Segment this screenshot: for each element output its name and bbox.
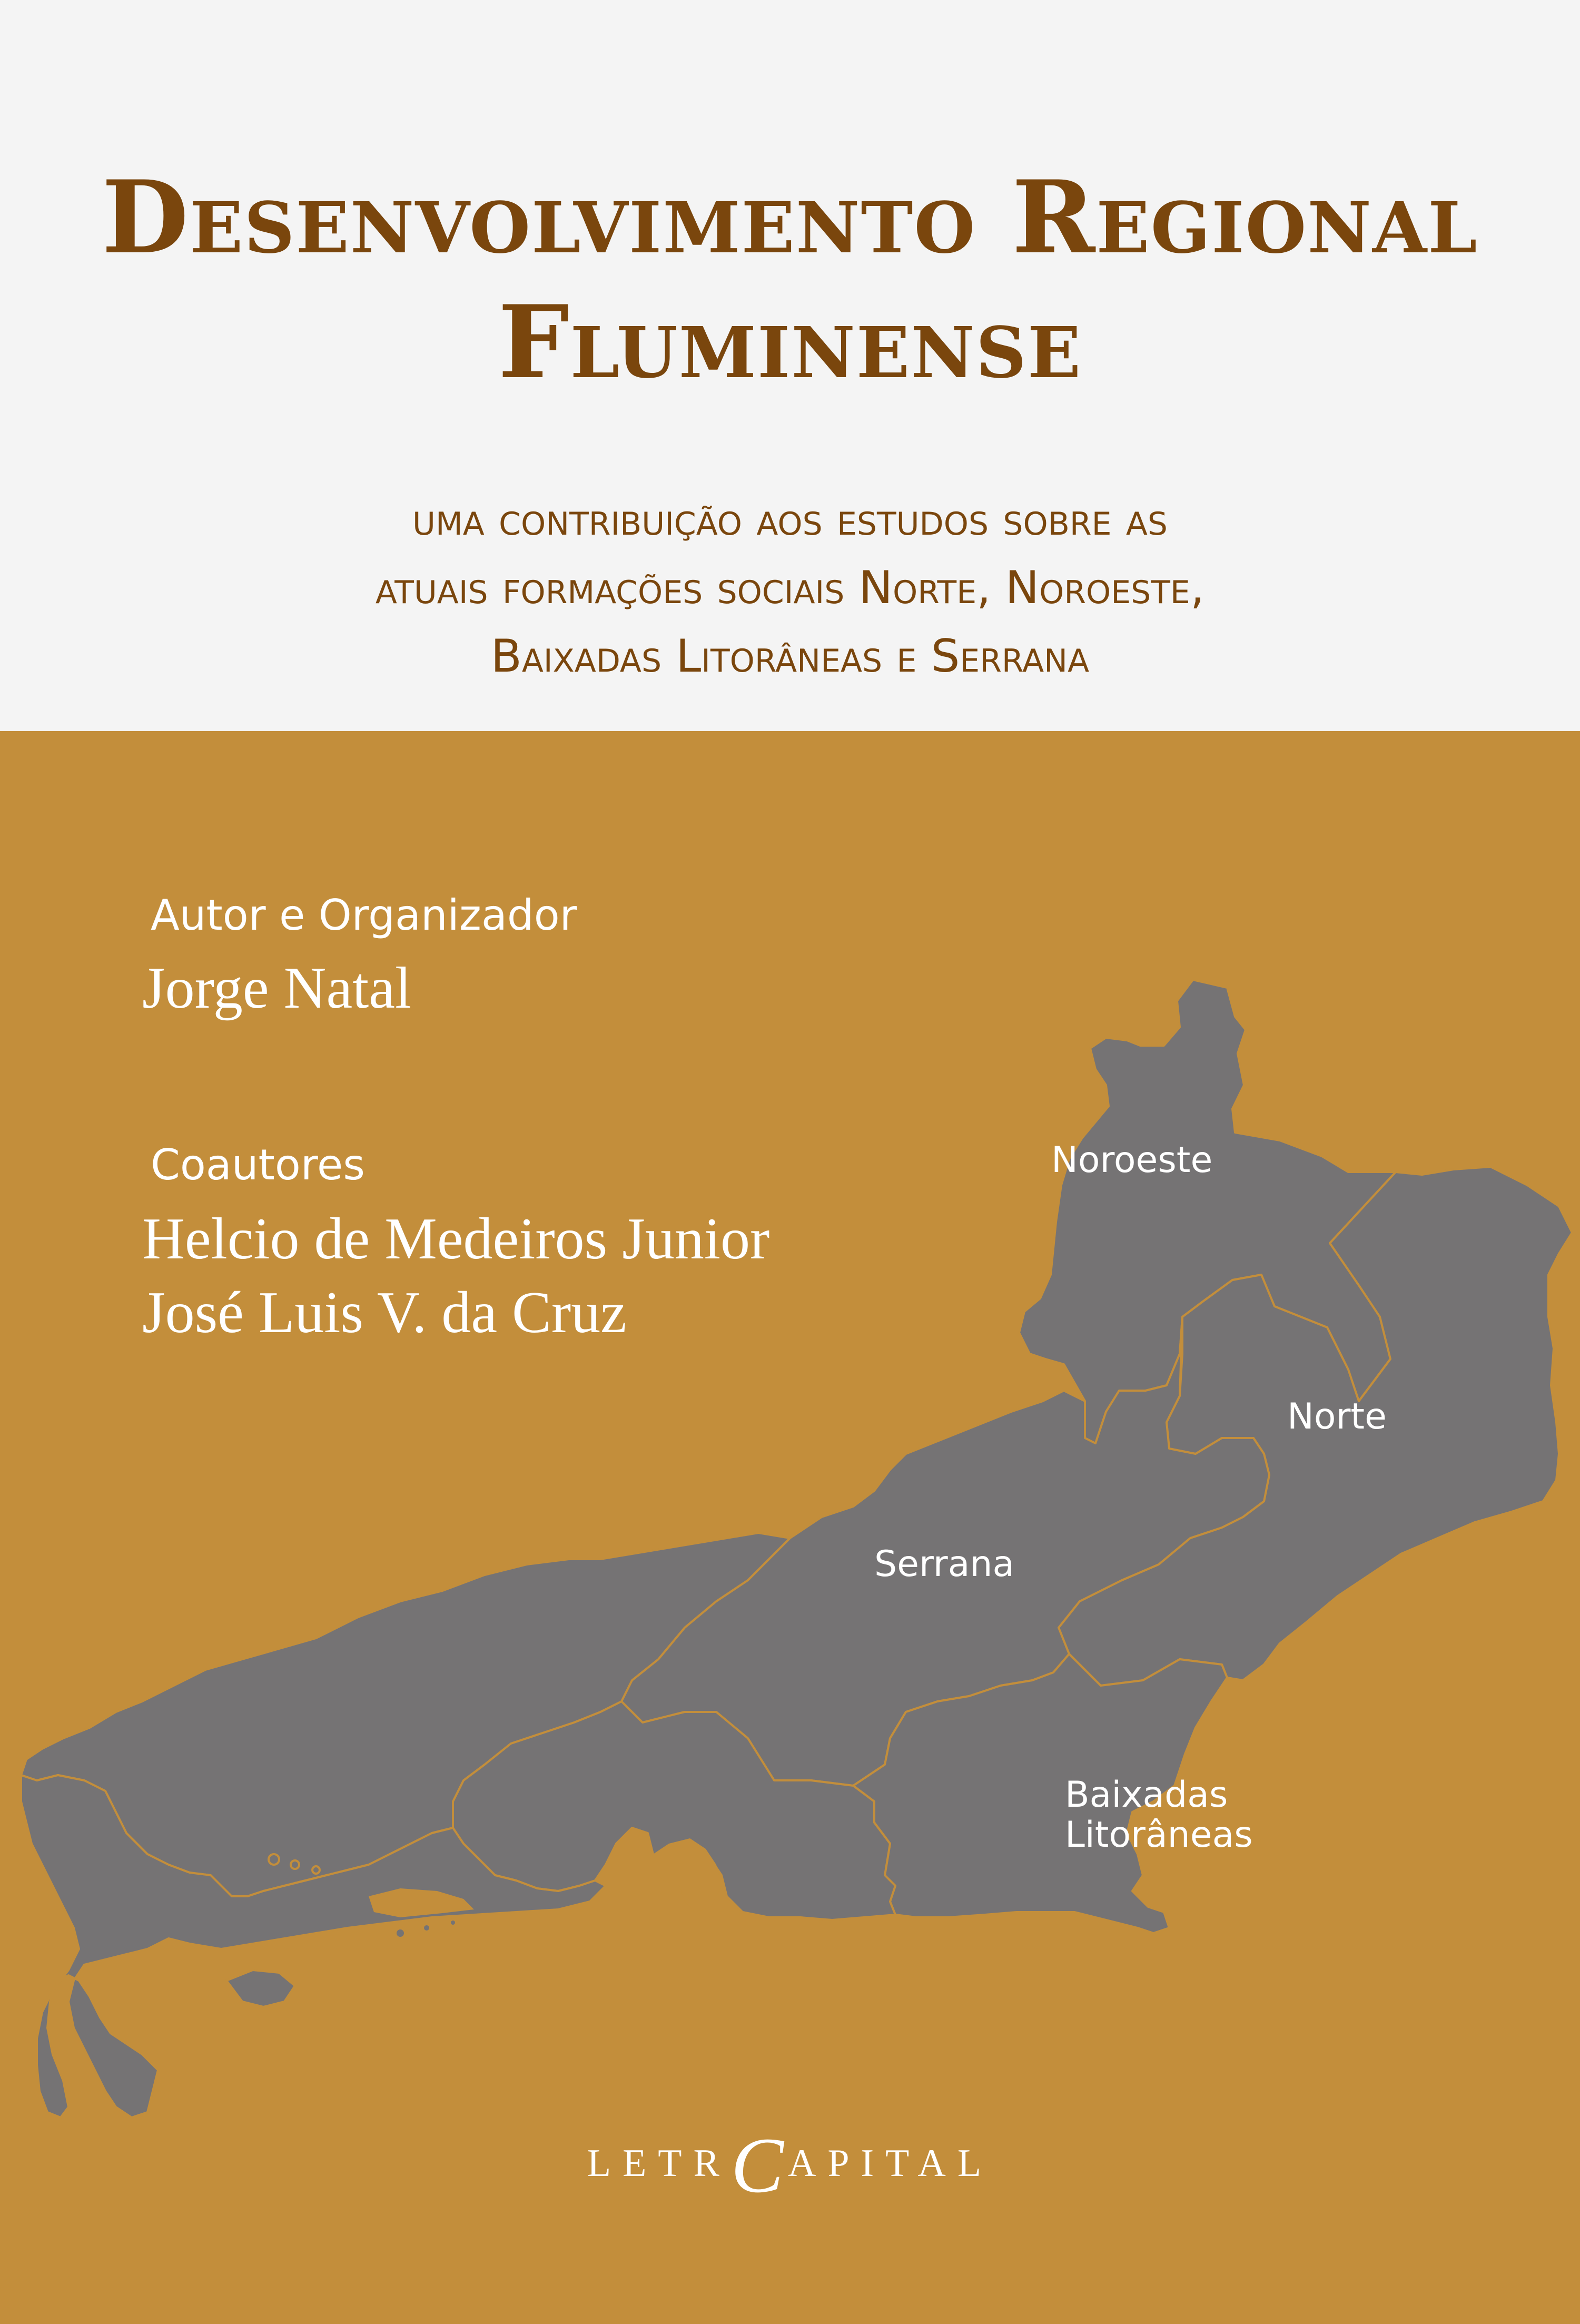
book-title-line-2: Fluminense	[498, 283, 1082, 401]
publisher-logo	[0, 2122, 1580, 2209]
publisher-logo-pre: LETR	[587, 2142, 731, 2185]
map-label-baixadas-line2: Litorâneas	[1065, 1814, 1253, 1856]
subtitle-line-1: uma contribuição aos estudos sobre as	[412, 493, 1168, 546]
publisher-logo-post: APITAL	[787, 2142, 993, 2185]
map-label-baixadas-line1: Baixadas	[1065, 1774, 1228, 1816]
map-label-norte: Norte	[1287, 1396, 1387, 1437]
author-name: Jorge Natal	[142, 956, 412, 1021]
coauthor-name-2: José Luis V. da Cruz	[142, 1280, 627, 1345]
ilha-grande-shape	[226, 1970, 295, 2007]
subtitle-line-3: Baixadas Litorâneas e Serrana	[490, 630, 1090, 683]
map-label-baixadas	[1065, 1775, 1307, 1855]
book-title-line-1: Desenvolvimento Regional	[102, 159, 1478, 276]
map-label-noroeste: Noroeste	[1051, 1139, 1213, 1181]
map-label-serrana: Serrana	[874, 1543, 1015, 1585]
coauthors-role-label: Coautores	[151, 1140, 365, 1189]
subtitle-line-2: atuais formações sociais Norte, Noroeste,	[375, 562, 1205, 614]
coauthor-name-1: Helcio de Medeiros Junior	[142, 1206, 770, 1272]
author-role-label: Autor e Organizador	[151, 891, 577, 940]
publisher-logo-c: C	[730, 2122, 784, 2209]
rio-de-janeiro-state-map	[0, 948, 1580, 2160]
